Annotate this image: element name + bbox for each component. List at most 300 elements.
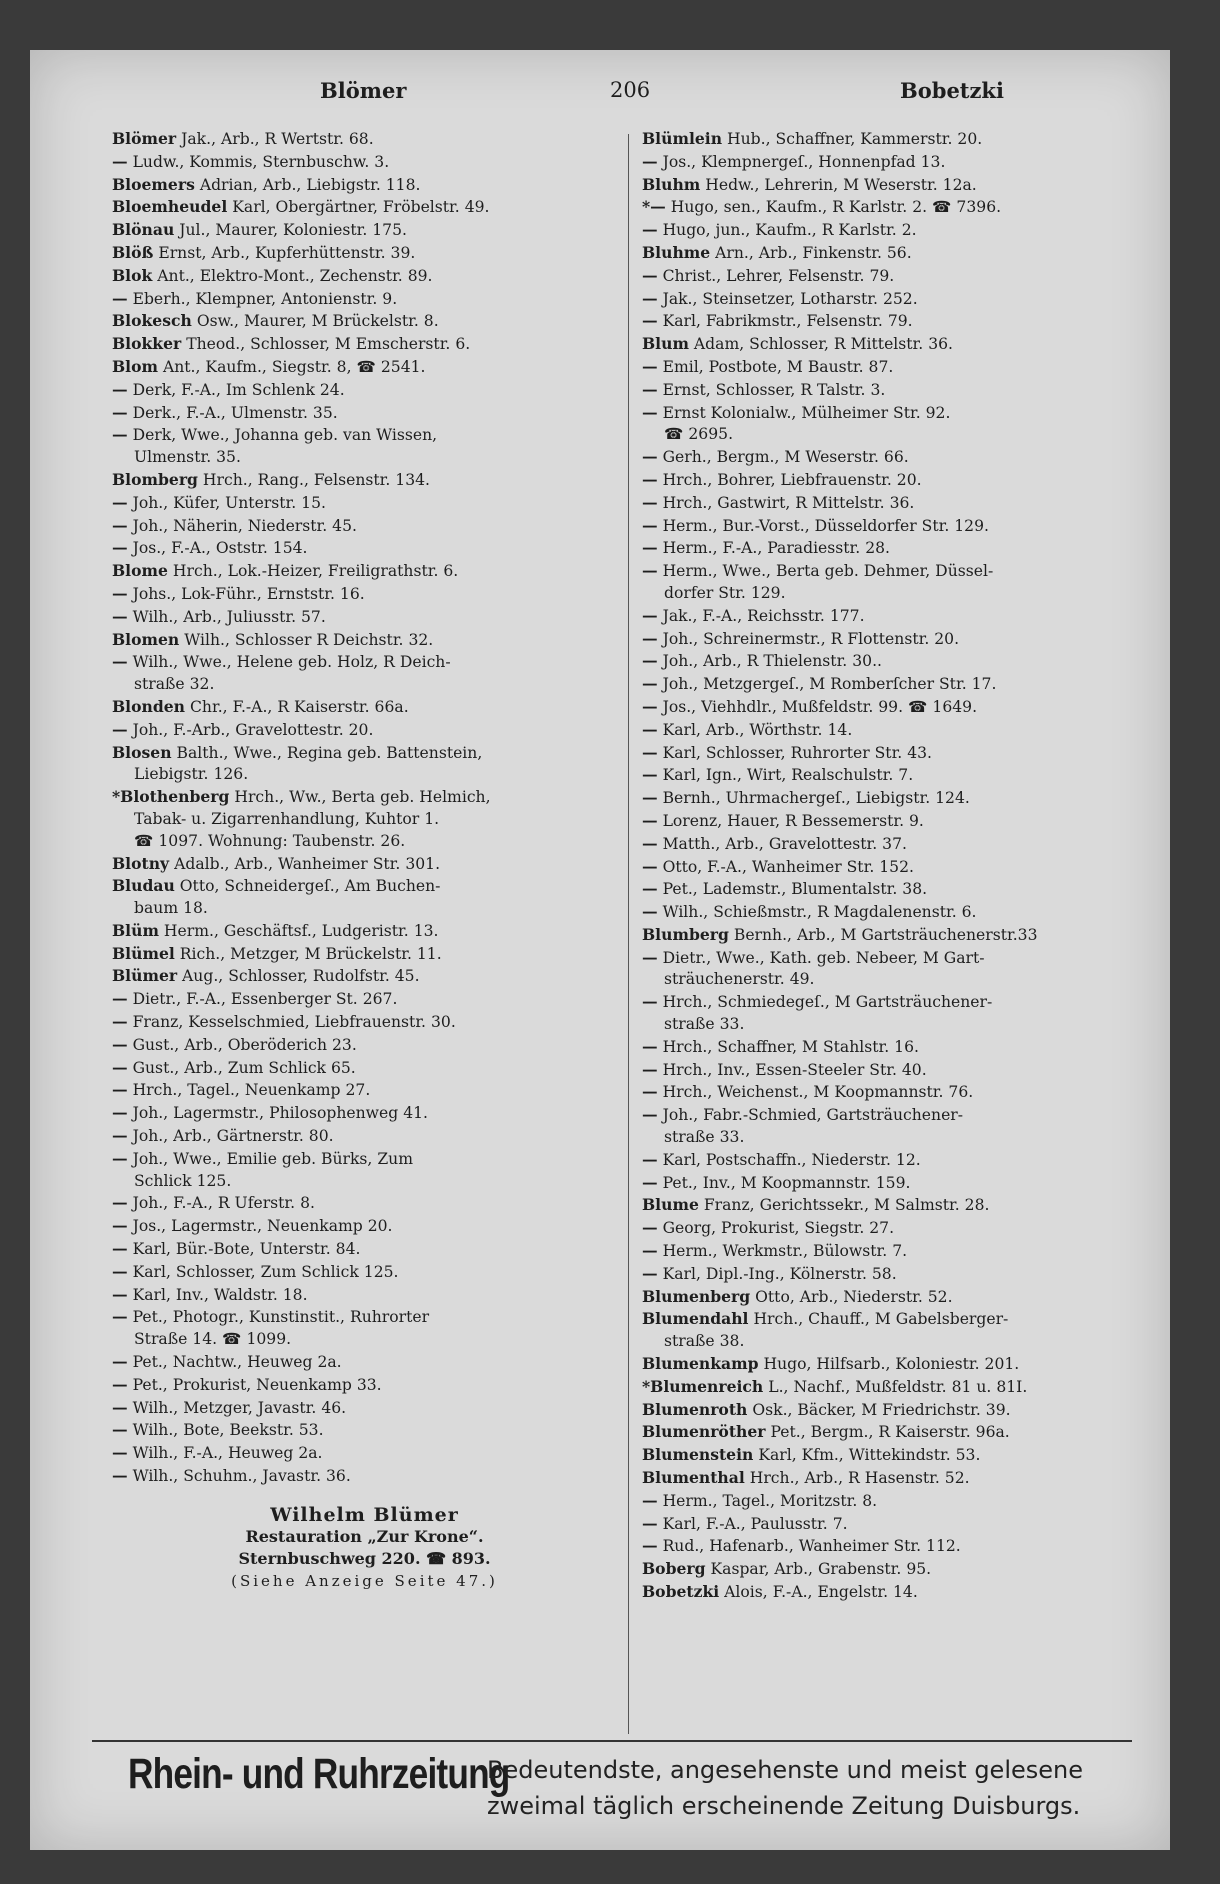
entry-details: Matth., Arb., Gravelottestr. 37. — [662, 834, 907, 853]
directory-entry — [112, 219, 617, 242]
directory-entry — [112, 696, 617, 719]
entry-details: Hrch., Inv., Essen-Steeler Str. 40. — [662, 1060, 927, 1079]
entry-surname: — — [642, 992, 658, 1012]
entry-surname: — — [642, 856, 658, 876]
entry-details: Hrch., Ww., Berta geb. Helmich, — [234, 788, 491, 807]
entry-details: Georg, Prokurist, Siegstr. 27. — [662, 1219, 895, 1238]
directory-entry — [642, 196, 1157, 219]
entry-details: Wilh., F.-A., Heuweg 2a. — [132, 1444, 323, 1463]
entry-details: Herm., Werkmstr., Bülowstr. 7. — [662, 1242, 908, 1261]
entry-details: Ernst, Schlosser, R Talstr. 3. — [662, 380, 886, 399]
entry-details: Herm., Wwe., Berta geb. Dehmer, Düssel- — [662, 562, 994, 581]
directory-entry — [642, 288, 1157, 311]
ad-address-line: Sternbuschweg 220. ☎ 893. — [238, 1548, 491, 1568]
entry-surname: — — [112, 1397, 128, 1417]
entry-surname: — — [642, 902, 658, 922]
directory-entry — [112, 310, 617, 333]
entry-surname: Blümel — [112, 943, 175, 963]
directory-entry — [642, 924, 1157, 947]
directory-entry — [642, 605, 1157, 628]
directory-entry — [642, 1467, 1157, 1490]
directory-entry — [112, 943, 617, 966]
entry-details: Ant., Kaufm., Siegstr. 8, ☎ 2541. — [162, 357, 426, 376]
entry-details: Gerh., Bergm., M Weserstr. 66. — [662, 448, 909, 467]
directory-entry — [112, 537, 617, 560]
entry-surname: *Blumenreich — [642, 1376, 764, 1396]
entry-surname: Blüm — [112, 920, 159, 940]
entry-details: Osw., Maurer, M Brückelstr. 8. — [196, 312, 439, 331]
entry-surname: Bloemheudel — [112, 197, 228, 217]
directory-entry — [112, 1442, 617, 1465]
entry-details: Eberh., Klempner, Antonienstr. 9. — [132, 289, 398, 308]
entry-surname: Blomberg — [112, 469, 198, 489]
entry-details: straße 33. — [664, 1128, 745, 1147]
directory-entry — [642, 673, 1157, 696]
entry-surname: — — [112, 1126, 128, 1146]
directory-entry — [112, 515, 617, 538]
entry-details: Hrch., Chauff., M Gabelsberger- — [753, 1310, 1009, 1329]
entry-details: ☎ 2695. — [664, 425, 734, 444]
entry-details: Dietr., Wwe., Kath. geb. Nebeer, M Gart- — [662, 948, 985, 967]
directory-entry — [642, 719, 1157, 742]
entry-details: Otto, F.-A., Wanheimer Str. 152. — [662, 857, 914, 876]
entry-details: Herm., Bur.-Vorst., Düsseldorfer Str. 129. — [662, 516, 989, 535]
entry-surname: Blosen — [112, 742, 172, 762]
directory-entry — [642, 1558, 1157, 1581]
entry-details: Joh., Fabr.-Schmied, Gartsträuchener- — [662, 1106, 964, 1125]
directory-entry — [112, 242, 617, 265]
entry-details: Ernst, Arb., Kupferhüttenstr. 39. — [158, 243, 416, 262]
header-right-keyword: Bobetzki — [900, 78, 1004, 103]
entry-surname: — — [112, 492, 128, 512]
entry-details: Liebigstr. 126. — [134, 765, 249, 784]
entry-details: Hrch., Tagel., Neuenkamp 27. — [132, 1081, 371, 1100]
directory-entry — [112, 764, 617, 786]
entry-surname: — — [642, 765, 658, 785]
entry-surname: — — [112, 606, 128, 626]
page-header — [30, 78, 1170, 118]
entry-surname: — — [642, 151, 658, 171]
entry-surname: — — [642, 1105, 658, 1125]
entry-surname: — — [642, 651, 658, 671]
entry-details: Karl, Inv., Waldstr. 18. — [132, 1285, 308, 1304]
entry-surname: — — [112, 288, 128, 308]
entry-surname: — — [112, 1193, 128, 1213]
entry-details: Schlick 125. — [134, 1171, 232, 1190]
entry-surname: — — [112, 538, 128, 558]
entry-surname: — — [112, 652, 128, 672]
directory-entry — [112, 288, 617, 311]
entry-details: Wilh., Bote, Beekstr. 53. — [132, 1421, 324, 1440]
entry-surname: — — [642, 469, 658, 489]
entry-surname: — — [112, 1420, 128, 1440]
directory-entry — [642, 1308, 1157, 1331]
directory-entry — [112, 786, 617, 809]
directory-entry — [642, 833, 1157, 856]
entry-surname: — — [112, 151, 128, 171]
entry-details: Hugo, jun., Kaufm., R Karlstr. 2. — [662, 221, 917, 240]
directory-entry — [642, 446, 1157, 469]
entry-details: Derk, F.-A., Im Schlenk 24. — [132, 380, 345, 399]
directory-entry — [642, 265, 1157, 288]
entry-details: straße 38. — [664, 1332, 745, 1351]
directory-page — [30, 50, 1170, 1850]
entry-details: Hrch., Schmiedegeſ., M Gartsträuchener- — [662, 993, 993, 1012]
entry-details: Tabak- u. Zigarrenhandlung, Kuhtor 1. — [134, 809, 440, 828]
entry-details: straße 32. — [134, 675, 215, 694]
entry-surname: — — [642, 402, 658, 422]
directory-entry — [112, 1284, 617, 1307]
entry-details: Rud., Hafenarb., Wanheimer Str. 112. — [662, 1537, 961, 1556]
directory-entry — [642, 1535, 1157, 1558]
entry-surname: — — [112, 989, 128, 1009]
entry-details: Alois, F.-A., Engelstr. 14. — [724, 1583, 918, 1601]
directory-entry — [112, 920, 617, 943]
entry-surname: Blumenberg — [642, 1286, 751, 1306]
directory-entry — [112, 333, 617, 356]
entry-details: straße 33. — [664, 1015, 745, 1034]
entry-details: ☎ 1097. Wohnung: Taubenstr. 26. — [134, 831, 406, 850]
directory-entry — [112, 875, 617, 898]
directory-entry — [112, 265, 617, 288]
page-number: 206 — [610, 78, 651, 102]
entry-details: Jak., Steinsetzer, Lotharstr. 252. — [662, 289, 918, 308]
entry-details: Osk., Bäcker, M Friedrichstr. 39. — [752, 1400, 1011, 1419]
entry-surname: Bludau — [112, 876, 175, 896]
directory-entry — [112, 356, 617, 379]
entry-surname: Bloemers — [112, 174, 195, 194]
directory-entry — [642, 242, 1157, 265]
directory-entry — [112, 1171, 617, 1193]
entry-details: Joh., Wwe., Emilie geb. Bürks, Zum — [132, 1149, 413, 1168]
directory-entry — [112, 1374, 617, 1397]
directory-entry — [642, 1014, 1157, 1036]
entry-surname: — — [642, 1536, 658, 1556]
entry-surname: — — [642, 1513, 658, 1533]
directory-entry — [112, 651, 617, 674]
entry-details: Karl, Fabrikmstr., Felsenstr. 79. — [662, 312, 913, 331]
entry-details: Wilh., Schuhm., Javastr. 36. — [132, 1467, 351, 1486]
directory-entry — [642, 1490, 1157, 1513]
entry-surname: Blom — [112, 356, 159, 376]
entry-details: Wilh., Arb., Juliusstr. 57. — [132, 607, 326, 626]
directory-entry — [112, 1261, 617, 1284]
directory-entry — [112, 719, 617, 742]
entry-details: Joh., Schreinermstr., R Flottenstr. 20. — [662, 629, 960, 648]
entry-surname: — — [642, 1490, 658, 1510]
entry-surname: — — [642, 1149, 658, 1169]
directory-entry — [642, 742, 1157, 765]
entry-surname: — — [112, 1148, 128, 1168]
entry-surname: — — [112, 1466, 128, 1486]
directory-entry — [642, 764, 1157, 787]
entry-details: Adrian, Arb., Liebigstr. 118. — [199, 175, 421, 194]
entry-surname: — — [642, 288, 658, 308]
entry-details: Derk., F.-A., Ulmenstr. 35. — [132, 403, 338, 422]
directory-entry — [642, 128, 1157, 151]
directory-entry — [112, 831, 617, 853]
entry-details: Gust., Arb., Oberöderich 23. — [132, 1035, 357, 1054]
entry-details: Jak., F.-A., Reichsstr. 177. — [662, 606, 865, 625]
entry-details: Franz, Gerichtssekr., M Salmstr. 28. — [703, 1196, 990, 1215]
directory-entry — [112, 1079, 617, 1102]
directory-entry — [112, 606, 617, 629]
entry-surname: Blotny — [112, 853, 170, 873]
entry-details: Pet., Inv., M Koopmannstr. 159. — [662, 1173, 911, 1192]
directory-entry — [112, 196, 617, 219]
entry-details: Derk, Wwe., Johanna geb. van Wissen, — [132, 426, 438, 445]
entry-details: Karl, Postschaffn., Niederstr. 12. — [662, 1150, 921, 1169]
directory-entry — [642, 1263, 1157, 1286]
directory-entry — [642, 1399, 1157, 1422]
entry-surname: — — [642, 947, 658, 967]
directory-entry — [112, 469, 617, 492]
entry-surname: — — [642, 788, 658, 808]
entry-surname: — — [642, 538, 658, 558]
directory-entry — [642, 469, 1157, 492]
directory-entry — [642, 1172, 1157, 1195]
directory-entry — [642, 1217, 1157, 1240]
entry-surname: — — [112, 1103, 128, 1123]
entry-surname: — — [112, 1374, 128, 1394]
entry-details: dorfer Str. 129. — [664, 583, 786, 602]
entry-surname: — — [112, 1080, 128, 1100]
directory-entry — [642, 696, 1157, 719]
directory-entry — [642, 1444, 1157, 1467]
directory-entry — [112, 1329, 617, 1351]
entry-details: Pet., Photogr., Kunstinstit., Ruhrorter — [132, 1308, 430, 1327]
entry-surname: — — [642, 719, 658, 739]
directory-entry — [112, 128, 617, 151]
directory-entry — [642, 1194, 1157, 1217]
entry-details: Karl, Schlosser, Zum Schlick 125. — [132, 1262, 399, 1281]
entry-details: Hrch., Rang., Felsenstr. 134. — [202, 470, 431, 489]
entry-details: Jos., F.-A., Oststr. 154. — [132, 539, 308, 558]
directory-entry — [642, 1513, 1157, 1536]
directory-entry — [112, 560, 617, 583]
directory-entry — [642, 402, 1157, 425]
entry-details: Wilh., Schießmstr., R Magdalenenstr. 6. — [662, 903, 977, 922]
directory-entry — [112, 492, 617, 515]
directory-entry — [112, 965, 617, 988]
entry-surname: Blokker — [112, 334, 182, 354]
entry-surname: Blumenröther — [642, 1422, 766, 1442]
directory-entry — [642, 856, 1157, 879]
directory-entry — [112, 424, 617, 447]
directory-entry — [642, 947, 1157, 970]
entry-details: Bernh., Uhrmachergeſ., Liebigstr. 124. — [662, 789, 970, 808]
directory-entry — [642, 310, 1157, 333]
entry-details: Otto, Schneidergeſ., Am Buchen- — [179, 877, 441, 896]
entry-details: Gust., Arb., Zum Schlick 65. — [132, 1058, 356, 1077]
entry-surname: — — [642, 742, 658, 762]
entry-surname: Bobetzki — [642, 1582, 720, 1601]
entry-surname: *Blothenberg — [112, 787, 230, 807]
directory-entry — [642, 1581, 1157, 1604]
entry-surname: Bluhme — [642, 242, 711, 262]
entry-details: L., Nachf., Mußfeldstr. 81 u. 81I. — [768, 1377, 1028, 1396]
entry-details: Aug., Schlosser, Rudolfstr. 45. — [182, 967, 420, 986]
entry-surname: — — [112, 583, 128, 603]
entry-details: Wilh., Wwe., Helene geb. Holz, R Deich- — [132, 653, 451, 672]
entry-details: Pet., Prokurist, Neuenkamp 33. — [132, 1375, 382, 1394]
entry-details: Ulmenstr. 35. — [134, 448, 241, 467]
directory-entry — [112, 1397, 617, 1420]
entry-details: Hrch., Arb., R Hasenstr. 52. — [749, 1469, 970, 1488]
column-divider — [628, 134, 629, 1734]
entry-surname: — — [642, 674, 658, 694]
entry-surname: Blumberg — [642, 924, 729, 944]
entry-surname: Blome — [112, 561, 168, 581]
entry-details: Otto, Arb., Niederstr. 52. — [755, 1287, 953, 1306]
entry-details: Pet., Nachtw., Heuweg 2a. — [132, 1353, 342, 1372]
directory-entry — [112, 379, 617, 402]
entry-surname: — — [112, 402, 128, 422]
entry-details: Pet., Lademstr., Blumentalstr. 38. — [662, 880, 928, 899]
entry-details: Karl, Dipl.-Ing., Kölnerstr. 58. — [662, 1264, 897, 1283]
entry-surname: — — [112, 719, 128, 739]
entry-surname: — — [642, 879, 658, 899]
entry-surname: — — [112, 1307, 128, 1327]
entry-surname: — — [642, 379, 658, 399]
entry-surname: — — [112, 515, 128, 535]
entry-surname: Blomen — [112, 629, 180, 649]
entry-surname: — — [642, 492, 658, 512]
directory-entry — [112, 1148, 617, 1171]
directory-entry — [112, 1351, 617, 1374]
entry-details: Rich., Metzger, M Brückelstr. 11. — [179, 944, 442, 963]
directory-entry — [642, 787, 1157, 810]
directory-entry — [642, 174, 1157, 197]
entry-details: Joh., Arb., R Thielenstr. 30.. — [662, 652, 882, 671]
entry-surname: — — [642, 311, 658, 331]
entry-surname: Blume — [642, 1195, 699, 1215]
entry-details: sträuchenerstr. 49. — [664, 970, 815, 989]
entry-surname: *— — [642, 197, 666, 217]
entry-details: Jak., Arb., R Wertstr. 68. — [181, 130, 374, 148]
entry-surname: Blumenstein — [642, 1445, 754, 1465]
entry-surname: — — [642, 628, 658, 648]
entry-details: Karl, Bür.-Bote, Unterstr. 84. — [132, 1240, 361, 1259]
directory-entry — [642, 356, 1157, 379]
entry-details: Arn., Arb., Finkenstr. 56. — [715, 243, 912, 262]
entry-surname: — — [642, 265, 658, 285]
directory-entry — [112, 1102, 617, 1125]
directory-entry — [642, 333, 1157, 356]
directory-entry — [642, 628, 1157, 651]
directory-entry — [642, 1240, 1157, 1263]
entry-surname: — — [642, 220, 658, 240]
entry-surname: — — [112, 1057, 128, 1077]
directory-entry — [642, 1104, 1157, 1127]
entry-surname: — — [642, 447, 658, 467]
directory-entry — [112, 1419, 617, 1442]
entry-surname: Blümer — [112, 966, 178, 986]
entry-details: Hrch., Schaffner, M Stahlstr. 16. — [662, 1037, 919, 1056]
entry-details: Emil, Postbote, M Baustr. 87. — [662, 357, 894, 376]
directory-entry — [642, 1149, 1157, 1172]
entry-details: Adalb., Arb., Wanheimer Str. 301. — [174, 854, 441, 873]
entry-surname: — — [112, 1443, 128, 1463]
ad-reference-note: (Siehe Anzeige Seite 47.) — [231, 1571, 498, 1590]
entry-surname: — — [112, 1239, 128, 1259]
right-column — [642, 128, 1157, 1604]
directory-entry — [112, 447, 617, 469]
entry-surname: Blum — [642, 334, 689, 354]
directory-entry — [112, 1057, 617, 1080]
entry-details: Ernst Kolonialw., Mülheimer Str. 92. — [662, 403, 951, 422]
directory-entry — [642, 1036, 1157, 1059]
directory-entry — [112, 1011, 617, 1034]
entry-details: Karl, Schlosser, Ruhrorter Str. 43. — [662, 743, 933, 762]
entry-details: Karl, Obergärtner, Fröbelstr. 49. — [232, 198, 490, 217]
newspaper-title: Rhein- und Ruhrzeitung — [128, 1750, 510, 1798]
directory-entry — [112, 1306, 617, 1329]
entry-surname: Blönau — [112, 220, 175, 240]
entry-details: Joh., F.-A., R Uferstr. 8. — [132, 1194, 315, 1213]
entry-surname: — — [642, 605, 658, 625]
directory-entry — [112, 402, 617, 425]
entry-details: Straße 14. ☎ 1099. — [134, 1330, 292, 1349]
entry-details: Herm., Tagel., Moritzstr. 8. — [662, 1491, 878, 1510]
entry-details: Wilh., Schlosser R Deichstr. 32. — [184, 630, 434, 649]
entry-details: Karl, Ign., Wirt, Realschulstr. 7. — [662, 766, 914, 785]
directory-entry — [642, 1059, 1157, 1082]
ad-owner-name: Wilhelm Blümer — [270, 1503, 459, 1526]
entry-details: Chr., F.-A., R Kaiserstr. 66a. — [189, 697, 409, 716]
directory-entry — [642, 969, 1157, 991]
entry-surname: — — [642, 1241, 658, 1261]
left-column — [112, 128, 617, 1592]
directory-entry — [112, 583, 617, 606]
entry-details: Pet., Bergm., R Kaiserstr. 96a. — [770, 1423, 1010, 1442]
entry-surname: — — [112, 1261, 128, 1281]
entry-surname: Blokesch — [112, 311, 192, 331]
entry-details: Hugo, sen., Kaufm., R Karlstr. 2. ☎ 7396. — [670, 198, 1002, 217]
header-left-keyword: Blömer — [320, 78, 407, 103]
entry-details: Herm., F.-A., Paradiesstr. 28. — [662, 539, 891, 558]
entry-surname: — — [642, 561, 658, 581]
newspaper-slogan-line1: Bedeutendste, angesehenste und meist gelesene — [487, 1756, 1084, 1784]
entry-details: Joh., Küfer, Unterstr. 15. — [132, 493, 326, 512]
directory-entry — [642, 515, 1157, 538]
entry-surname: Blömer — [112, 129, 177, 148]
entry-details: Hedw., Lehrerin, M Weserstr. 12a. — [705, 175, 977, 194]
directory-entry — [642, 1353, 1157, 1376]
entry-details: Jos., Viehhdlr., Mußfeldstr. 99. ☎ 1649. — [662, 697, 978, 716]
entry-details: Dietr., F.-A., Essenberger St. 267. — [132, 990, 398, 1009]
entry-details: Balth., Wwe., Regina geb. Battenstein, — [176, 743, 483, 762]
directory-entry — [642, 560, 1157, 583]
entry-surname: — — [642, 1172, 658, 1192]
entry-surname: — — [112, 425, 128, 445]
newspaper-slogan-line2: zweimal täglich erscheinende Zeitung Duisburgs. — [487, 1792, 1081, 1820]
entry-details: Joh., Metzgergeſ., M Romberſcher Str. 17. — [662, 675, 997, 694]
entry-surname: — — [642, 356, 658, 376]
entry-details: Joh., F.-Arb., Gravelottestr. 20. — [132, 720, 374, 739]
entry-details: Karl, Kfm., Wittekindstr. 53. — [758, 1446, 981, 1465]
entry-details: Franz, Kesselschmied, Liebfrauenstr. 30. — [132, 1013, 456, 1032]
directory-entry — [642, 878, 1157, 901]
entry-surname: Blok — [112, 265, 153, 285]
entry-surname: Blumenthal — [642, 1468, 745, 1488]
entry-details: Joh., Näherin, Niederstr. 45. — [132, 516, 357, 535]
directory-entry — [112, 853, 617, 876]
entry-details: Hrch., Gastwirt, R Mittelstr. 36. — [662, 493, 915, 512]
directory-entry — [642, 1081, 1157, 1104]
entry-details: Wilh., Metzger, Javastr. 46. — [132, 1398, 347, 1417]
directory-entry — [642, 1286, 1157, 1309]
